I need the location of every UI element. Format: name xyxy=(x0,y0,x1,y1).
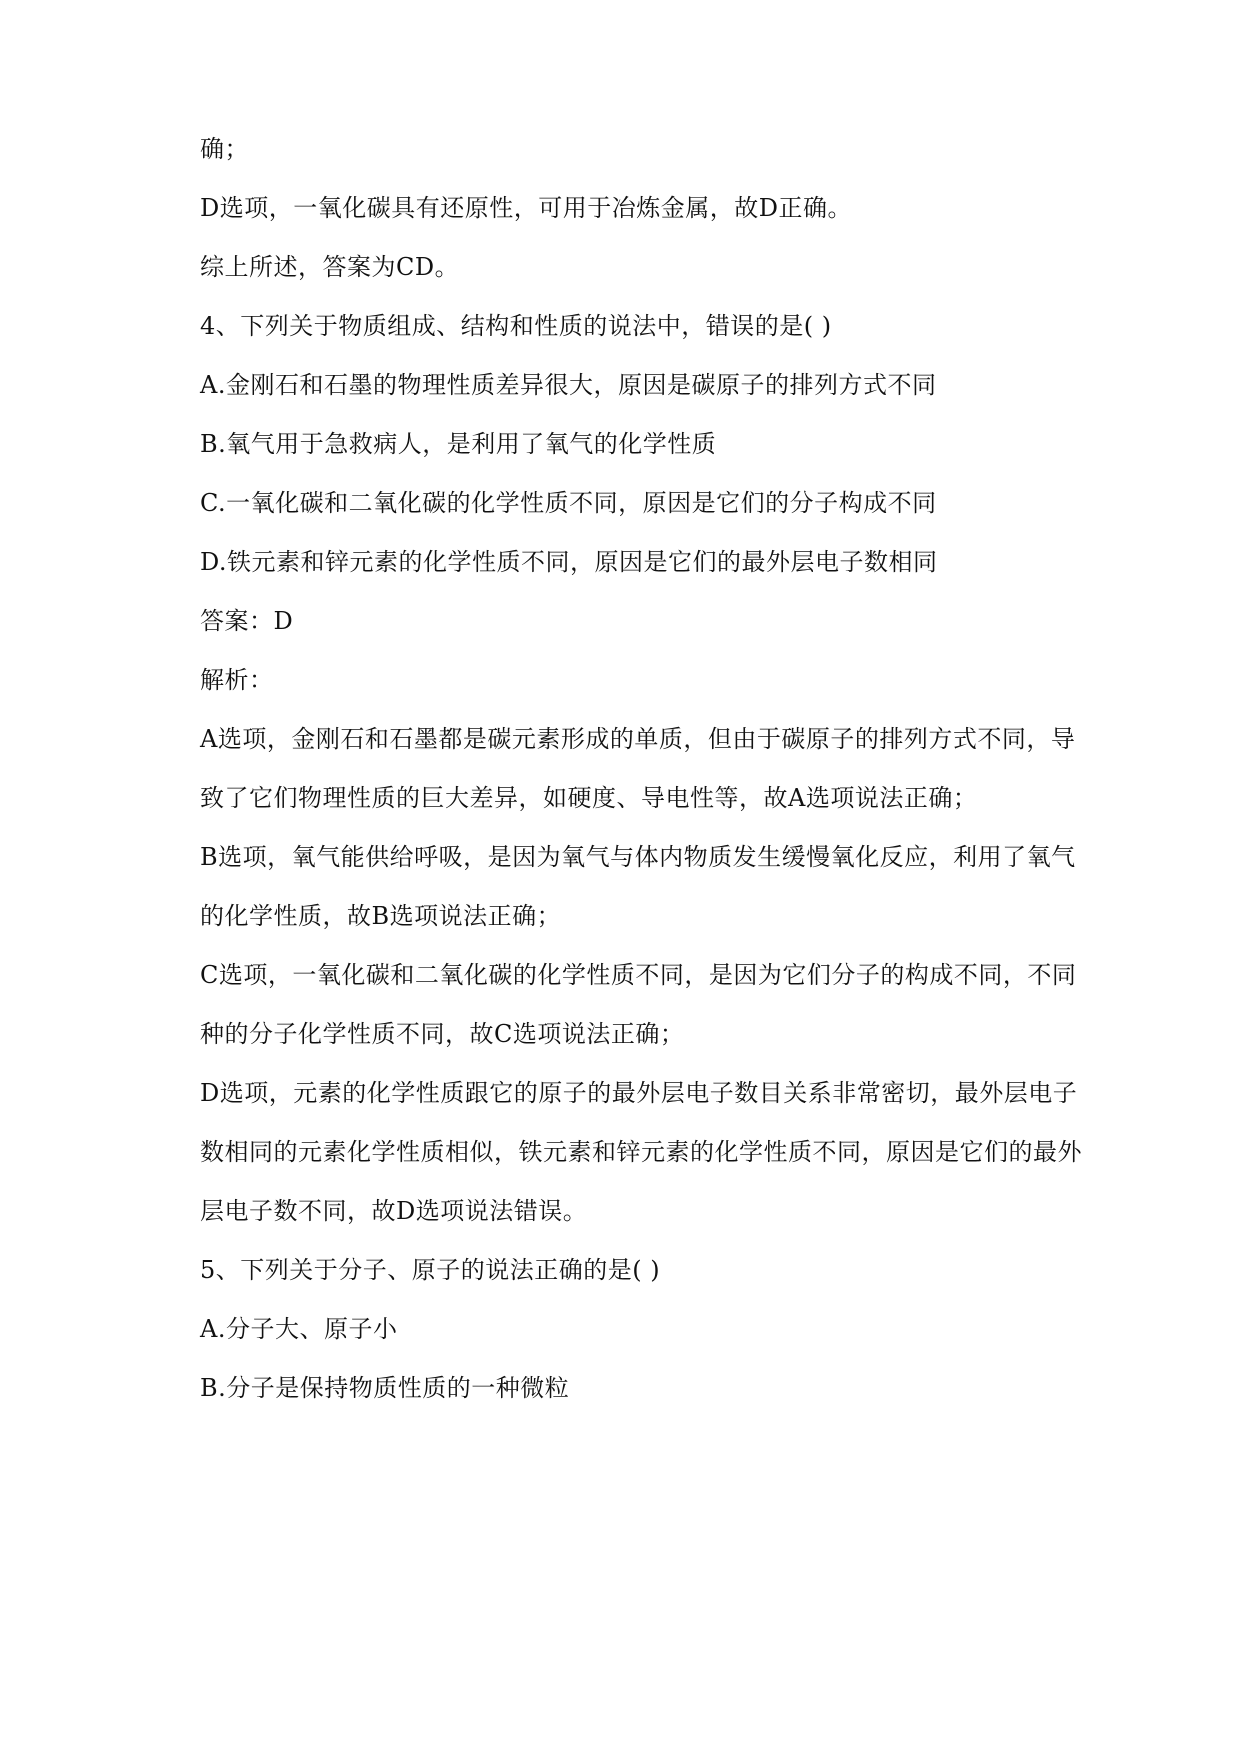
question-4-option-a: A.金刚石和石墨的物理性质差异很大，原因是碳原子的排列方式不同 xyxy=(200,371,937,399)
analysis-text-line: 数相同的元素化学性质相似，铁元素和锌元素的化学性质不同，原因是它们的最外 xyxy=(200,1138,1082,1166)
analysis-text-line: B选项，氧气能供给呼吸，是因为氧气与体内物质发生缓慢氧化反应，利用了氧气 xyxy=(200,843,1076,871)
answer-label: 答案：D xyxy=(200,607,294,635)
question-4-option-b: B.氧气用于急救病人，是利用了氧气的化学性质 xyxy=(200,430,717,458)
question-4-option-d: D.铁元素和锌元素的化学性质不同，原因是它们的最外层电子数相同 xyxy=(200,548,938,576)
question-5-option-b: B.分子是保持物质性质的一种微粒 xyxy=(200,1374,570,1402)
analysis-text-line: D选项，元素的化学性质跟它的原子的最外层电子数目关系非常密切，最外层电子 xyxy=(200,1079,1078,1107)
analysis-text-line: 致了它们物理性质的巨大差异，如硬度、导电性等，故A选项说法正确； xyxy=(200,784,978,812)
analysis-text-line: 种的分子化学性质不同，故C选项说法正确； xyxy=(200,1020,685,1048)
analysis-label: 解析： xyxy=(200,666,274,694)
analysis-text-line: C选项，一氧化碳和二氧化碳的化学性质不同，是因为它们分子的构成不同，不同 xyxy=(200,961,1077,989)
analysis-text-line: 的化学性质，故B选项说法正确； xyxy=(200,902,562,930)
analysis-text-line: A选项，金刚石和石墨都是碳元素形成的单质，但由于碳原子的排列方式不同，导 xyxy=(200,725,1076,753)
text-line: 综上所述，答案为CD。 xyxy=(200,253,460,281)
question-4-stem: 4、下列关于物质组成、结构和性质的说法中，错误的是( ) xyxy=(200,312,832,340)
analysis-text-line: 层电子数不同，故D选项说法错误。 xyxy=(200,1197,588,1225)
text-line: 确； xyxy=(200,135,249,163)
question-4-option-c: C.一氧化碳和二氧化碳的化学性质不同，原因是它们的分子构成不同 xyxy=(200,489,937,517)
question-5-stem: 5、下列关于分子、原子的说法正确的是( ) xyxy=(200,1256,661,1284)
text-line: D选项，一氧化碳具有还原性，可用于冶炼金属，故D正确。 xyxy=(200,194,852,222)
question-5-option-a: A.分子大、原子小 xyxy=(200,1315,398,1343)
